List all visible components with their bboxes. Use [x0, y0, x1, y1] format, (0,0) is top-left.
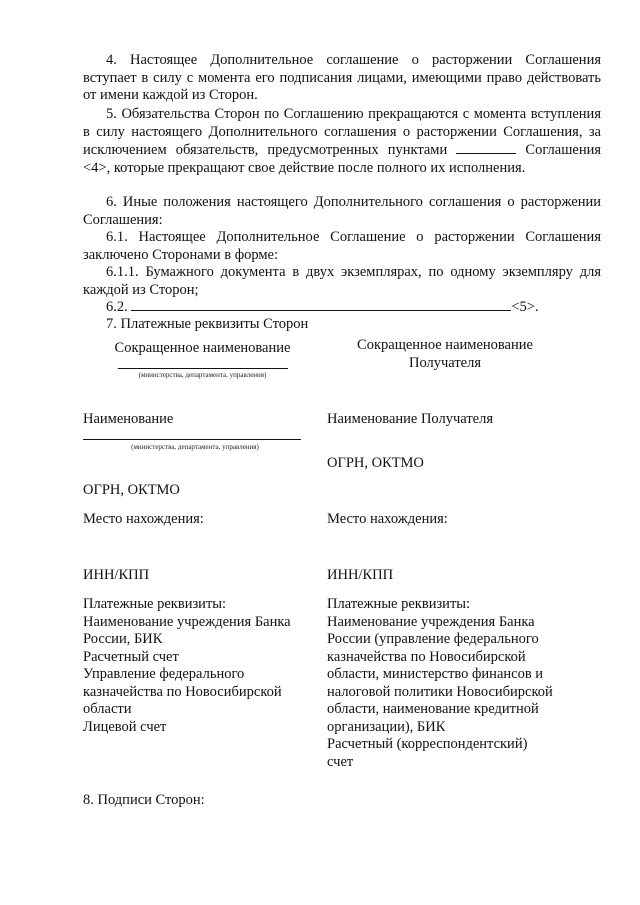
clause-6-1: 6.1. Настоящее Дополнительное Соглашение о расторжении Соглашения заключено Сторонами в форме: [83, 229, 601, 263]
clause-6-2-label: 6.2. [106, 299, 128, 315]
right-payment-line: Платежные реквизиты: [327, 596, 471, 612]
right-inn: ИНН/КПП [327, 567, 394, 583]
clause-6-2 [106, 298, 539, 317]
left-payment-line: области [83, 701, 132, 717]
left-name-label: Наименование [83, 411, 174, 427]
right-payment-line: области, наименование кредитной [327, 701, 539, 717]
right-location: Место нахождения: [327, 511, 448, 527]
left-payment-line: Расчетный счет [83, 648, 179, 665]
right-payment-line: России (управление федерального [327, 631, 539, 647]
left-payment-line: России, БИК [83, 631, 163, 647]
right-payment-line: налоговой политики Новосибирской [327, 683, 553, 700]
clause-5-text-end: Соглашения <4>, которые прекращают свое действие после полного их исполнения. [83, 142, 602, 176]
left-short-name-label: Сокращенное наименование [114, 340, 291, 356]
right-short-name-label [340, 337, 550, 372]
left-name-line [83, 439, 301, 440]
left-short-name-hint: (министерства, департамента, управления) [138, 371, 267, 379]
left-short-name-line [118, 368, 288, 369]
left-payment-line: Платежные реквизиты: [83, 596, 227, 612]
right-short-name-line: Сокращенное наименование [357, 337, 533, 353]
clause-6-2-ref: <5>. [511, 299, 539, 315]
left-ogrn: ОГРН, ОКТМО [83, 482, 180, 498]
right-payment-line: счет [327, 753, 354, 770]
right-ogrn: ОГРН, ОКТМО [327, 455, 424, 471]
left-payment-line: Наименование учреждения Банка [83, 613, 291, 630]
clause-4: 4. Настоящее Дополнительное соглашение о расторжении Соглашения вступает в силу с момента его подписания лицами, имеющими право действовать от имени каждой из Сторон. [83, 52, 601, 103]
right-payment-line: области, министерство финансов и [327, 666, 544, 682]
clause-8-heading: 8. Подписи Сторон: [83, 792, 205, 808]
clause-5 [83, 106, 601, 177]
clause-6-1-1: 6.1.1. Бумажного документа в двух экземплярах, по одному экземпляру для каждой из Сторон; [83, 264, 601, 298]
clause-5-blank [456, 141, 516, 154]
right-short-name-line: Получателя [408, 354, 482, 371]
right-payment-line: казначейства по Новосибирской [327, 648, 526, 665]
clause-6: 6. Иные положения настоящего Дополнительного соглашения о расторжении Соглашения: [83, 194, 601, 228]
left-inn: ИНН/КПП [83, 567, 150, 583]
left-payment-line: казначейства по Новосибирской [83, 683, 282, 700]
left-name-hint: (министерства, департамента, управления) [131, 443, 259, 451]
right-payment-line: Расчетный (корреспондентский) [327, 736, 528, 752]
right-payment-line: организации), БИК [327, 718, 446, 735]
clause-7-heading: 7. Платежные реквизиты Сторон [106, 316, 309, 332]
left-payment-line: Управление федерального [83, 666, 245, 682]
right-payment-block [327, 596, 597, 771]
clause-6-2-blank [131, 298, 511, 311]
right-payment-line: Наименование учреждения Банка [327, 613, 535, 630]
left-payment-block [83, 596, 313, 736]
left-payment-line: Лицевой счет [83, 718, 167, 735]
clause-5-text-start: 5. Обязательства Сторон по Соглашению прекращаются с момента вступления в силу настоящего Дополнительного соглашения о расторжении Соглашения, за исключением обязательств, предусмотренных пунктами [83, 106, 601, 158]
left-location: Место нахождения: [83, 511, 204, 527]
right-name-label: Наименование Получателя [327, 411, 494, 427]
